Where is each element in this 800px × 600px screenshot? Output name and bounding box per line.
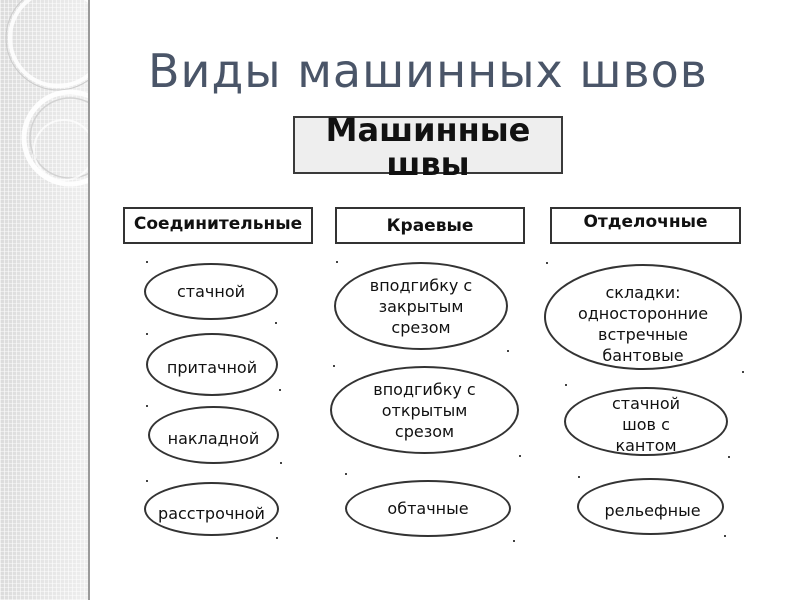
decorative-dot [146, 261, 148, 263]
category-box-edge [335, 207, 525, 244]
decorative-dot [336, 261, 338, 263]
category-label: Отделочные [583, 212, 708, 232]
decorative-circles [0, 0, 88, 600]
category-label: Краевые [386, 216, 474, 236]
seam-oval [330, 366, 519, 454]
decorative-dot [742, 371, 744, 373]
seam-oval [577, 478, 724, 535]
seam-label: складки: односторонние встречные бантовые [577, 283, 709, 365]
root-node-label: Машинные швы [325, 111, 531, 183]
decorative-dot [146, 480, 148, 482]
seam-label: вподгибку с открытым срезом [373, 379, 476, 441]
seam-oval [146, 333, 278, 396]
decorative-dot [280, 462, 282, 464]
decorative-dot [546, 262, 548, 264]
decorative-dot [728, 456, 730, 458]
seam-label: стачной шов с кантом [611, 394, 681, 455]
seam-label: накладной [167, 428, 260, 448]
decorative-dot [146, 333, 148, 335]
seam-label: вподгибку с закрытым срезом [369, 275, 473, 337]
seam-oval [564, 387, 728, 456]
category-box-connecting [123, 207, 313, 244]
decorative-dot [146, 405, 148, 407]
category-box-finishing [550, 207, 741, 244]
seam-oval [144, 482, 279, 536]
seam-label: рельефные [604, 501, 701, 520]
seam-oval [334, 262, 508, 350]
decorative-dot [565, 384, 567, 386]
decorative-dot [513, 540, 515, 542]
decorative-dot [507, 350, 509, 352]
decorative-dot [279, 389, 281, 391]
seam-oval [148, 406, 279, 464]
seam-label: стачной [176, 282, 246, 301]
seam-oval [144, 263, 278, 320]
decorative-dot [345, 473, 347, 475]
page-title: Виды машинных швов [148, 44, 708, 98]
decorative-dot [276, 537, 278, 539]
decorative-dot [724, 535, 726, 537]
seam-label: обтачные [387, 499, 469, 518]
decorative-dot [519, 455, 521, 457]
decorative-dot [275, 322, 277, 324]
seam-oval [544, 264, 742, 370]
decorative-dot [578, 476, 580, 478]
decorative-sidebar [0, 0, 90, 600]
decorative-dot [333, 365, 335, 367]
root-node-box [293, 111, 563, 183]
category-label: Соединительные [133, 214, 303, 234]
seam-label: расстрочной [158, 503, 265, 523]
seam-oval [345, 480, 511, 537]
seam-label: притачной [166, 358, 258, 377]
